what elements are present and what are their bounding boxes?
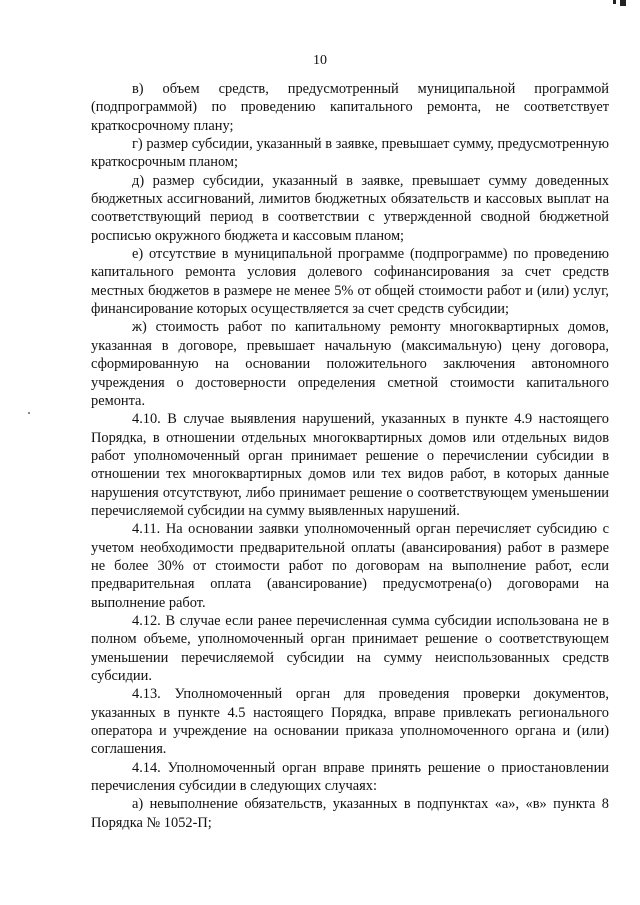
document-body: [91, 80, 609, 832]
paragraph-4-12: 4.12. В случае если ранее перечисленная сумма субсидии использована не в полном объеме, уполномоченный орган принимает решение о соответствующем уменьшении перечисляемой субсидии на сумму неиспользованных средств субсидии.: [91, 612, 609, 684]
paragraph-a: а) невыполнение обязательств, указанных в подпунктах «а», «в» пункта 8 Порядка № 1052-П;: [91, 796, 609, 831]
paragraph-4-11: 4.11. На основании заявки уполномоченный орган перечисляет субсидию с учетом необходимости предварительной оплаты (авансирования) работ в размере не более 30% от стоимости работ по договорам на выполнение работ, если предварительная оплата (авансирование) предусмотрена(о) договорами на выполнение работ.: [91, 521, 609, 611]
paragraph-4-14: 4.14. Уполномоченный орган вправе принять решение о приостановлении перечисления субсидии в следующих случаях:: [91, 759, 609, 795]
paragraph-g: г) размер субсидии, указанный в заявке, превышает сумму, предусмотренную краткосрочным планом;: [91, 136, 609, 171]
paragraph-4-13: 4.13. Уполномоченный орган для проведения проверки документов, указанных в пункте 4.5 настоящего Порядка, вправе привлекать регионального оператора и учреждение на основании приказа уполномоченного органа и (или) соглашения.: [91, 686, 609, 758]
paragraph-4-10: 4.10. В случае выявления нарушений, указанных в пункте 4.9 настоящего Порядка, в отношении отдельных многоквартирных домов или отдельных видов работ уполномоченный орган принимает решение о перечислении субсидии в отношении тех многоквартирных домов или тех видов работ, в которых данные нарушения отсутствуют, либо принимает решение о соответствующем уменьшении перечисляемой субсидии на сумму выявленных нарушений.: [91, 411, 609, 519]
paragraph-zh: ж) стоимость работ по капитальному ремонту многоквартирных домов, указанная в договоре, превышает начальную (максимальную) цену договора, сформированную на основании положительного заключения автономного учреждения о достоверности определения сметной стоимости капитального ремонта.: [91, 319, 609, 409]
scan-artifact: [620, 0, 626, 6]
paragraph-e: е) отсутствие в муниципальной программе (подпрограмме) по проведению капитального ремонта условия долевого софинансирования за счет средств местных бюджетов в размере не менее 5% от общей стоимости работ и (или) услуг, финансирование которых осуществляется за счет средств субсидии;: [91, 246, 609, 318]
page-number: 10: [313, 53, 327, 68]
scan-artifact: [613, 0, 616, 4]
paragraph-v: в) объем средств, предусмотренный муниципальной программой (подпрограммой) по проведению капитального ремонта, не соответствует краткосрочному плану;: [91, 81, 609, 134]
paragraph-d: д) размер субсидии, указанный в заявке, превышает сумму доведенных бюджетных ассигнований, лимитов бюджетных обязательств и кассовых выплат на соответствующий период в соответствии с утвержденной сводной бюджетной росписью окружного бюджета и кассовым планом;: [91, 172, 609, 244]
scan-artifact: [28, 412, 30, 414]
